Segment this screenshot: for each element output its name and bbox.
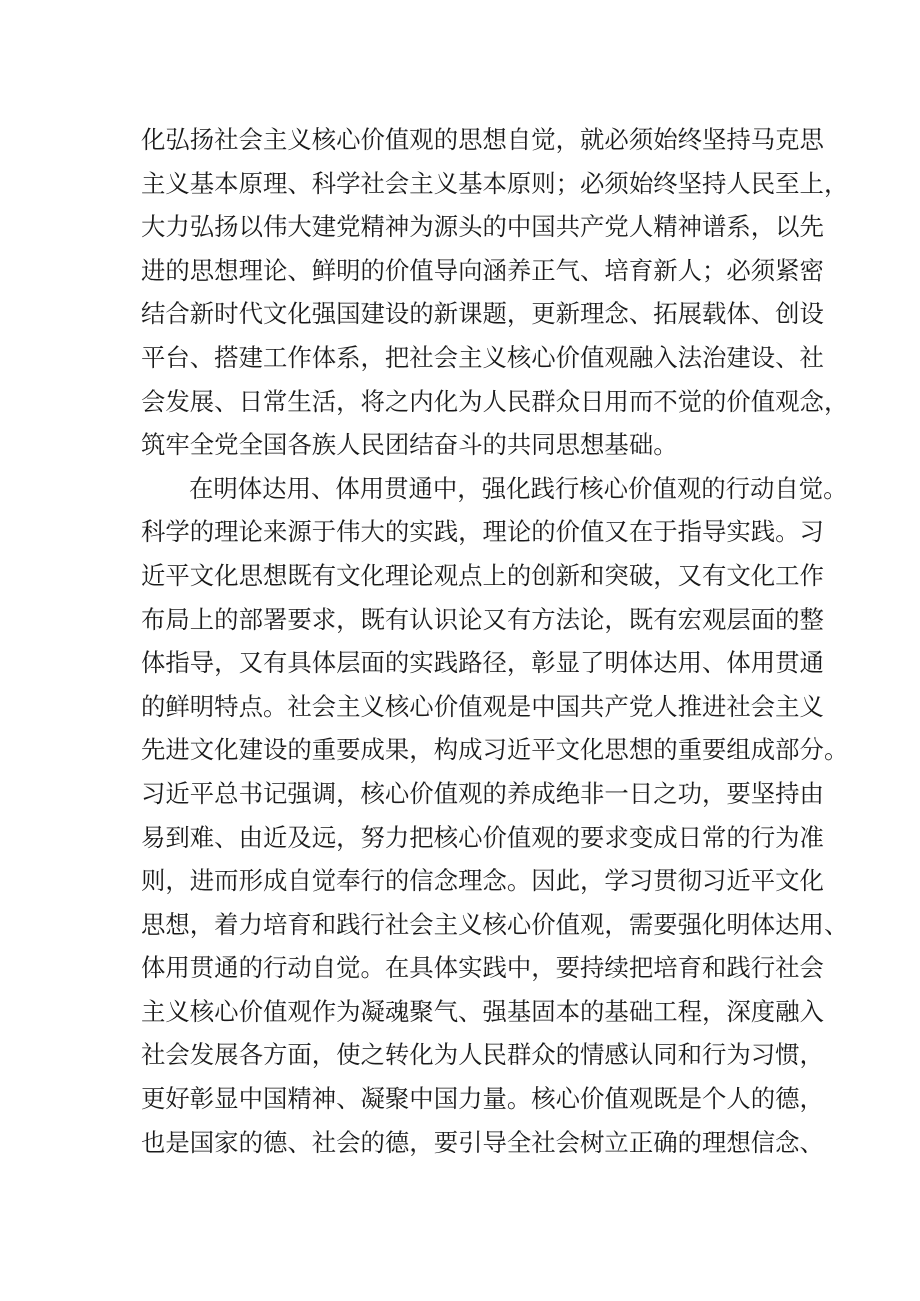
paragraph-2-line-3: 近平文化思想既有文化理论观点上的创新和突破，又有文化工作	[141, 560, 824, 590]
body-text	[141, 118, 849, 1164]
paragraph-2-line-10: 则，进而形成自觉奉行的信念理念。因此，学习贯彻习近平文化	[141, 866, 824, 896]
paragraph-1-line-2: 主义基本原理、科学社会主义基本原则；必须始终坚持人民至上，	[141, 168, 849, 198]
paragraph-2-line-13: 主义核心价值观作为凝魂聚气、强基固本的基础工程，深度融入	[141, 996, 824, 1026]
paragraph-2-line-12: 体用贯通的行动自觉。在具体实践中，要持续把培育和践行社会	[141, 953, 824, 983]
paragraph-2-line-6: 的鲜明特点。社会主义核心价值观是中国共产党人推进社会主义	[141, 691, 824, 721]
paragraph-1-line-1: 化弘扬社会主义核心价值观的思想自觉，就必须始终坚持马克思	[141, 125, 824, 154]
paragraph-2-line-11: 思想，着力培育和践行社会主义核心价值观，需要强化明体达用、	[141, 909, 849, 939]
paragraph-2-line-2: 科学的理论来源于伟大的实践，理论的价值又在于指导实践。习	[141, 517, 824, 547]
paragraph-2-line-7: 先进文化建设的重要成果，构成习近平文化思想的重要组成部分。	[141, 735, 849, 765]
paragraph-1-line-5: 结合新时代文化强国建设的新课题，更新理念、拓展载体、创设	[141, 299, 824, 329]
paragraph-2-line-8: 习近平总书记强调，核心价值观的养成绝非一日之功，要坚持由	[141, 778, 824, 808]
paragraph-2-line-9: 易到难、由近及远，努力把核心价值观的要求变成日常的行为准	[141, 822, 824, 852]
paragraph-1-line-4: 进的思想理论、鲜明的价值导向涵养正气、培育新人；必须紧密	[141, 255, 824, 285]
paragraph-1-line-7: 会发展、日常生活，将之内化为人民群众日用而不觉的价值观念，	[141, 386, 849, 416]
paragraph-2-line-15: 更好彰显中国精神、凝聚中国力量。核心价值观既是个人的德，	[141, 1084, 824, 1114]
paragraph-2-line-4: 布局上的部署要求，既有认识论又有方法论，既有宏观层面的整	[141, 604, 824, 634]
paragraph-2-line-14: 社会发展各方面，使之转化为人民群众的情感认同和行为习惯，	[141, 1040, 824, 1070]
paragraph-1-line-6: 平台、搭建工作体系，把社会主义核心价值观融入法治建设、社	[141, 342, 824, 372]
paragraph-1-line-3: 大力弘扬以伟大建党精神为源头的中国共产党人精神谱系，以先	[141, 212, 824, 242]
paragraph-2-line-1: 在明体达用、体用贯通中，强化践行核心价值观的行动自觉。	[189, 473, 848, 503]
paragraph-1-line-8: 筑牢全党全国各族人民团结奋斗的共同思想基础。	[141, 430, 678, 460]
paragraph-2-line-5: 体指导，又有具体层面的实践路径，彰显了明体达用、体用贯通	[141, 648, 824, 678]
paragraph-2-line-16: 也是国家的德、社会的德，要引导全社会树立正确的理想信念、	[141, 1127, 824, 1157]
